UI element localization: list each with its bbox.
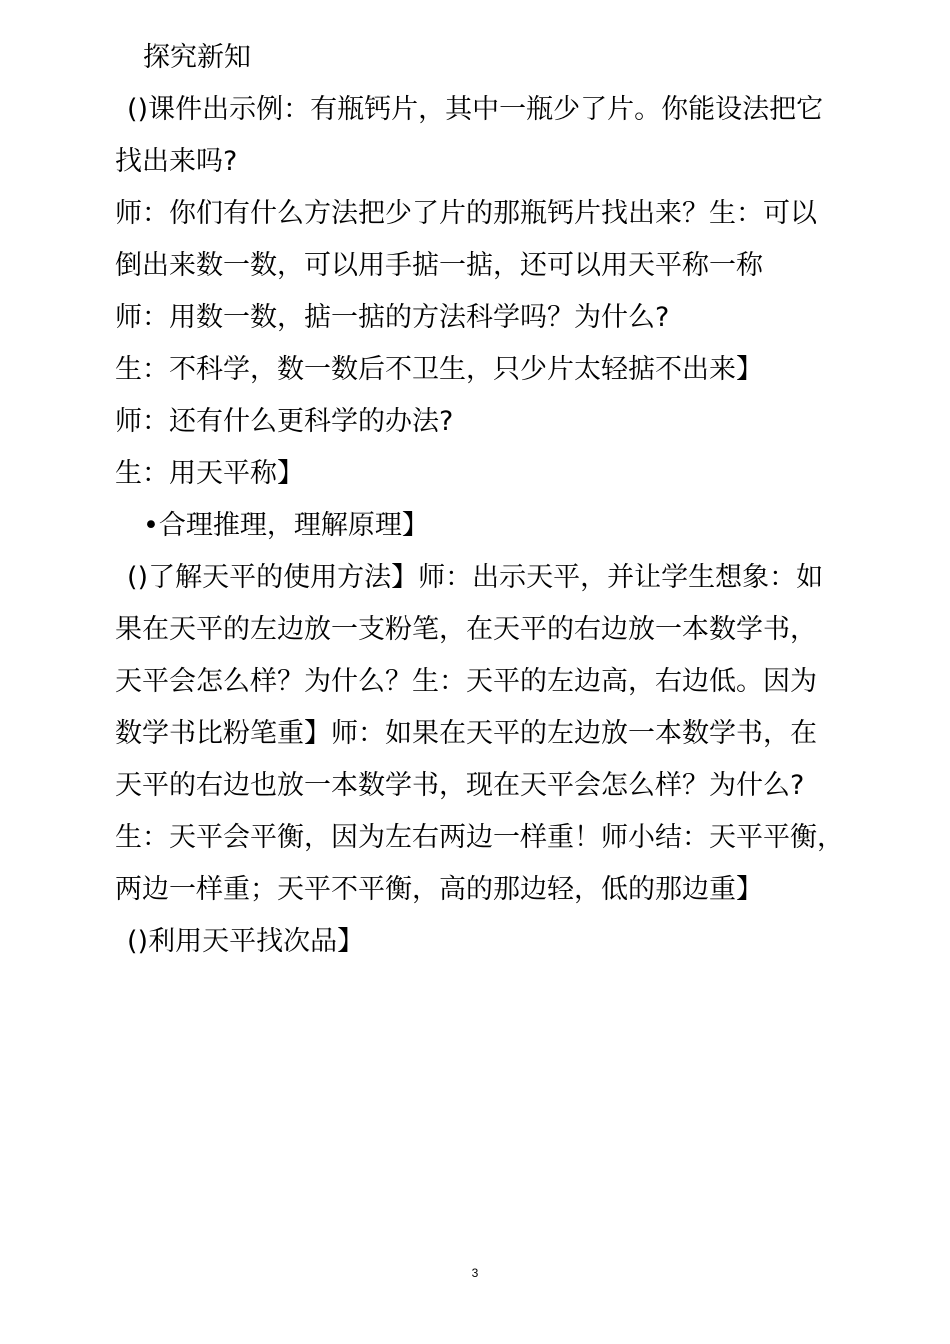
document-body <box>115 32 844 968</box>
section-heading: 探究新知 <box>143 42 251 73</box>
text-line: ()了解天平的使用方法】师：出示天平，并让学生想象：如 <box>127 562 824 593</box>
text-line: 果在天平的左边放一支粉笔，在天平的右边放一本数学书， <box>115 614 817 645</box>
text-line: 生：天平会平衡，因为左右两边一样重！师小结：天平平衡， <box>115 822 844 853</box>
text-line: 师：你们有什么方法把少了片的那瓶钙片找出来？生：可以 <box>115 198 817 229</box>
text-line: 师：还有什么更科学的办法? <box>115 406 454 437</box>
text-line: 生：不科学，数一数后不卫生，只少片太轻掂不出来】 <box>115 354 763 385</box>
text-line: 天平会怎么样？为什么？生：天平的左边高，右边低。因为 <box>115 666 817 697</box>
text-line: 找出来吗? <box>115 146 238 177</box>
text-line: 倒出来数一数，可以用手掂一掂，还可以用天平称一称 <box>115 250 763 281</box>
text-line: 生：用天平称】 <box>115 458 304 489</box>
subsection-heading: •合理推理，理解原理】 <box>143 510 429 541</box>
text-line: ()课件出示例：有瓶钙片，其中一瓶少了片。你能设法把它 <box>127 94 824 125</box>
text-line: 数学书比粉笔重】师：如果在天平的左边放一本数学书，在 <box>115 718 817 749</box>
text-line: 天平的右边也放一本数学书，现在天平会怎么样？为什么? <box>115 770 805 801</box>
text-line: 师：用数一数，掂一掂的方法科学吗？为什么? <box>115 302 670 333</box>
text-line: ()利用天平找次品】 <box>127 926 365 957</box>
page-number: 3 <box>471 1266 479 1280</box>
text-line: 两边一样重；天平不平衡，高的那边轻，低的那边重】 <box>115 874 763 905</box>
